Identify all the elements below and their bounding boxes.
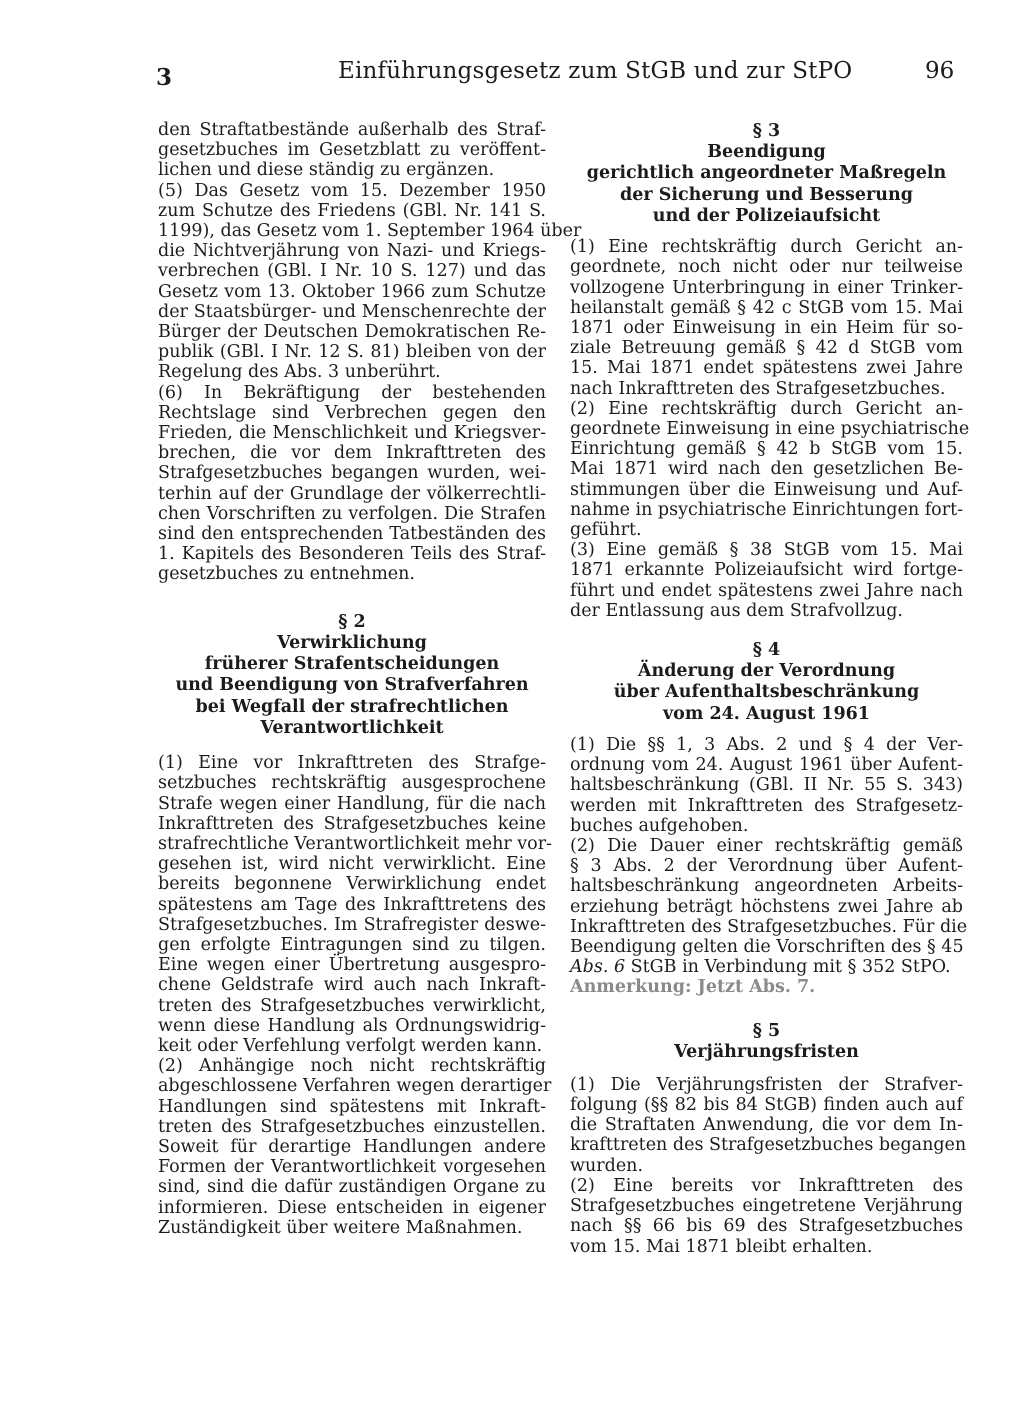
section-5-paragraph-2 [570,1176,963,1257]
text-line: (6) In Bekräftigung der bestehenden [158,382,546,403]
section-4-heading [570,639,963,725]
text-line: lichen und diese ständig zu ergänzen. [158,160,495,181]
text-line: Regelung des Abs. 3 unberührt. [158,362,441,383]
section-title-line: Verjährungsfristen [674,1041,859,1062]
text-line: Rechtslage sind Verbrechen gegen den [158,402,546,423]
text-line: Strafe wegen einer Handlung, für die nach [158,793,546,814]
text-line: (1) Eine rechtskräftig durch Gericht an- [570,237,963,258]
text-line: Frieden, die Menschlichkeit und Kriegsver- [158,423,546,444]
text-line: werden mit Inkrafttreten des Strafgesetz- [570,795,963,816]
section-title-line: Verantwortlichkeit [260,717,444,738]
text-line: setzbuches rechtskräftig ausgesprochene [158,773,546,794]
section-title-line: über Aufenthaltsbeschränkung [613,682,920,703]
text-line: buches aufgehoben. [570,815,749,836]
text-line: gesehen ist, wird nicht verwirklicht. Eine [158,854,546,875]
text-line: der Staatsbürger- und Menschenrechte der [158,301,546,322]
section-title-line: früherer Strafentscheidungen [204,653,500,674]
section-symbol: § 5 [752,1020,781,1041]
text-line: die Nichtverjährung von Nazi- und Kriegs- [158,241,546,262]
text-line: Inkrafttreten des Strafgesetzbuches keine [158,813,546,834]
text-line: Strafgesetzbuches. Im Strafregister deswe- [158,914,546,935]
text-line: folgung (§§ 82 bis 84 StGB) finden auch auf [570,1095,963,1116]
text-line: führt und endet spätestens zwei Jahre nach [570,580,963,601]
italic-reference: Abs. 6 [570,957,626,978]
text-line: 1. Kapitels des Besonderen Teils des Straf- [158,544,546,565]
paragraph-6 [158,383,546,585]
text-line: Zuständigkeit über weitere Maßnahmen. [158,1217,523,1238]
page-header [0,54,1024,94]
text-line: wurden. [570,1155,644,1176]
section-3-paragraph-2 [570,398,970,541]
section-5-paragraph-1 [570,1074,967,1176]
section-5-heading [570,1020,963,1063]
section-symbol: § 3 [752,121,781,141]
text-line: heilanstalt gemäß § 42 c StGB vom 15. Mai [570,297,963,318]
text-line: treten des Strafgesetzbuches verwirklicht, [158,995,546,1016]
chapter-number: 3 [156,64,173,91]
text-line: krafttreten des Strafgesetzbuches begangen [570,1135,967,1156]
text-line: geordnete Einweisung in eine psychiatrische [570,419,970,440]
paragraph-5 [158,180,582,383]
text-line: 1871 erkannte Polizeiaufsicht wird fortge- [570,560,963,581]
text-line: treten des Strafgesetzbuches einzustellen. [158,1116,546,1137]
text-line: § 3 Abs. 2 der Verordnung über Aufent- [570,856,963,877]
text-line: Einrichtung gemäß § 42 b StGB vom 15. [570,439,963,460]
section-symbol: § 2 [338,611,366,632]
paragraph-continued [158,120,546,181]
section-4-paragraph-2 [570,835,968,998]
text-line: den Straftatbestände außerhalb des Straf- [158,120,546,140]
section-title-line: der Sicherung und Besserung [620,184,913,205]
text-line: (2) Die Dauer einer rechtskräftig gemäß [570,835,963,856]
text-line: Formen der Verantwortlichkeit vorgesehen [158,1157,546,1178]
text-line: spätestens am Tage des Inkrafttretens des [158,894,546,915]
text-line: Strafgesetzbuches begangen wurden, wei- [158,463,546,484]
text-line: Beendigung gelten die Vorschriften des § 45 [570,936,964,957]
text-line: ziale Betreuung gemäß § 42 d StGB vom [570,338,963,359]
text-line: gen erfolgte Eintragungen sind zu tilgen. [158,934,546,955]
text-line: der Entlassung aus dem Strafvollzug. [570,600,903,621]
text-line: Eine wegen einer Übertretung ausgespro- [158,955,546,976]
section-title-line: und der Polizeiaufsicht [652,205,881,226]
text-line: 1199), das Gesetz vom 1. September 1964 über [158,221,582,242]
text-line: bereits begonnene Verwirklichung endet [158,874,546,895]
section-title-line: und Beendigung von Strafverfahren [175,675,529,696]
annotation-note: Anmerkung: Jetzt Abs. 7. [570,977,816,998]
text-line: haltsbeschränkung (GBl. II Nr. 55 S. 343) [570,775,963,796]
text-line: die Straftaten Anwendung, die vor dem In- [570,1115,963,1136]
section-2-paragraph-2 [158,1056,552,1238]
text-line: informieren. Diese entscheiden in eigener [158,1197,546,1218]
section-title-line: gerichtlich angeordneter Maßregeln [586,163,947,184]
text-line: vom 15. Mai 1871 bleibt erhalten. [570,1236,873,1257]
text-line: gesetzbuches im Gesetzblatt zu veröffent- [158,140,546,161]
text-line: vollzogene Unterbringung in einer Trinker- [570,277,963,298]
right-column [570,120,970,1257]
running-title: Einführungsgesetz zum StGB und zur StPO [338,58,853,84]
text-line: verbrechen (GBl. I Nr. 10 S. 127) und das [158,261,546,282]
text-line: 1871 oder Einweisung in ein Heim für so- [570,318,963,338]
text-line: stimmungen über die Einweisung und Auf- [570,479,963,500]
text-line: chen Vorschriften zu verfolgen. Die Strafen [158,503,546,524]
text-line: geordnete, noch nicht oder nur teilweise [570,257,963,278]
section-3-paragraph-1 [570,237,963,399]
text-line: (2) Eine rechtskräftig durch Gericht an- [570,398,963,419]
text-line: Gesetz vom 13. Oktober 1966 zum Schutze [158,281,546,302]
section-4-paragraph-1 [570,735,963,836]
text-line: Handlungen sind spätestens mit Inkraft- [158,1096,546,1117]
text-line: nach §§ 66 bis 69 des Strafgesetzbuches [570,1216,963,1237]
section-3-paragraph-3 [570,540,963,621]
text-line: gesetzbuches zu entnehmen. [158,564,415,585]
text-fragment: StGB in Verbindung mit § 352 StPO. [625,957,951,978]
text-line: Mai 1871 wird nach den gesetzlichen Be- [570,459,963,480]
text-line: chene Geldstrafe wird auch nach Inkraft- [158,975,546,996]
text-line: erziehung beträgt höchstens zwei Jahre ab [570,896,963,917]
text-line: (2) Eine bereits vor Inkrafttreten des [570,1175,963,1196]
section-title-line: Änderung der Verordnung [637,661,896,682]
text-line: terhin auf der Grundlage der völkerrechtli- [158,483,546,504]
text-line: Soweit für derartige Handlungen andere [158,1137,546,1158]
section-3-heading [570,120,963,227]
text-line: Inkrafttreten des Strafgesetzbuches. Für die [570,916,968,937]
section-symbol: § 4 [752,640,781,661]
section-2-heading [158,611,546,739]
text-line: ordnung vom 24. August 1961 über Aufent- [570,755,963,776]
text-line: (3) Eine gemäß § 38 StGB vom 15. Mai [570,540,963,561]
section-title-line: Verwirklichung [277,632,427,653]
text-line: nach Inkrafttreten des Strafgesetzbuches. [570,378,946,399]
text-line: brechen, die vor dem Inkrafttreten des [158,443,546,464]
text-line: sind den entsprechenden Tatbeständen des [158,524,546,545]
text-line: (1) Die §§ 1, 3 Abs. 2 und § 4 der Ver- [570,734,963,755]
section-2-paragraph-1 [158,753,552,1056]
text-line: publik (GBl. I Nr. 12 S. 81) bleiben von der [158,342,546,363]
text-line: Bürger der Deutschen Demokratischen Re- [158,322,546,343]
section-title-line: Beendigung [707,142,826,162]
text-line: 15. Mai 1871 endet spätestens zwei Jahre [570,358,963,379]
text-line: geführt. [570,520,642,541]
text-line: (2) Anhängige noch nicht rechtskräftig [158,1056,546,1077]
section-title-line: bei Wegfall der strafrechtlichen [195,696,509,717]
page-number: 96 [925,58,955,84]
left-column [158,120,582,1238]
text-line: nahme in psychiatrische Einrichtungen fort- [570,499,964,520]
text-line: strafrechtliche Verantwortlichkeit mehr vor- [158,833,552,854]
text-line: Strafgesetzbuches eingetretene Verjährung [570,1196,963,1217]
text-line: (1) Die Verjährungsfristen der Strafver- [570,1074,963,1095]
text-line: (5) Das Gesetz vom 15. Dezember 1950 [158,180,546,201]
text-line [570,957,963,977]
text-line: zum Schutze des Friedens (GBl. Nr. 141 S. [158,200,546,221]
text-line: sind, sind die dafür zuständigen Organe zu [158,1177,546,1198]
text-line: keit oder Verfehlung verfolgt werden kann. [158,1036,543,1056]
text-line: abgeschlossene Verfahren wegen derartiger [158,1076,552,1097]
text-line: haltsbeschränkung angeordneten Arbeits- [570,876,963,897]
text-line: (1) Eine vor Inkrafttreten des Strafge- [158,753,546,774]
text-line: wenn diese Handlung als Ordnungswidrig- [158,1015,546,1036]
section-title-line: vom 24. August 1961 [663,703,870,724]
